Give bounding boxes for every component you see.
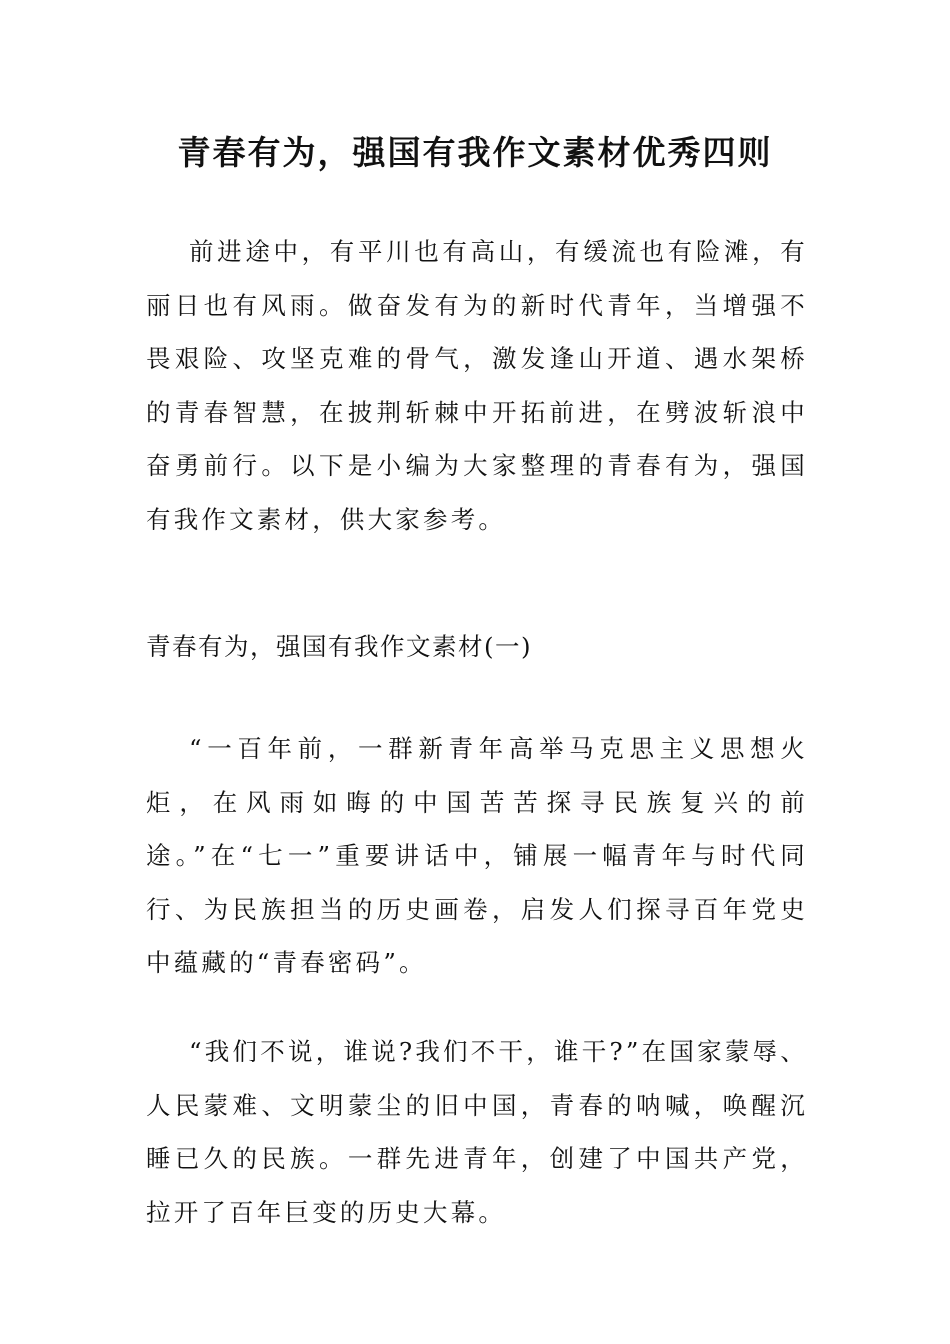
section-heading: 青春有为，强国有我作文素材(一) (146, 632, 533, 661)
intro-paragraph: 前进途中，有平川也有高山，有缓流也有险滩，有丽日也有风雨。做奋发有为的新时代青年，当增强不畏艰险、攻坚克难的骨气，激发逢山开道、遇水架桥的青春智慧，在披荆斩棘中开拓前进，在劈波斩浪中奋勇前行。以下是小编为大家整理的青春有为，强国有我作文素材，供大家参考。 (146, 237, 808, 534)
body-paragraph: “我们不说，谁说?我们不干，谁干?”在国家蒙辱、人民蒙难、文明蒙尘的旧中国，青春的呐喊，唤醒沉睡已久的民族。一群先进青年，创建了中国共产党，拉开了百年巨变的历史大幕。 (146, 1037, 808, 1227)
document-title: 青春有为，强国有我作文素材优秀四则 (177, 133, 773, 172)
body-paragraph: “一百年前，一群新青年高举马克思主义思想火炬，在风雨如晦的中国苦苦探寻民族复兴的前途。”在“七一”重要讲话中，铺展一幅青年与时代同行、为民族担当的历史画卷，启发人们探寻百年党史中蕴藏的“青春密码”。 (146, 734, 808, 978)
